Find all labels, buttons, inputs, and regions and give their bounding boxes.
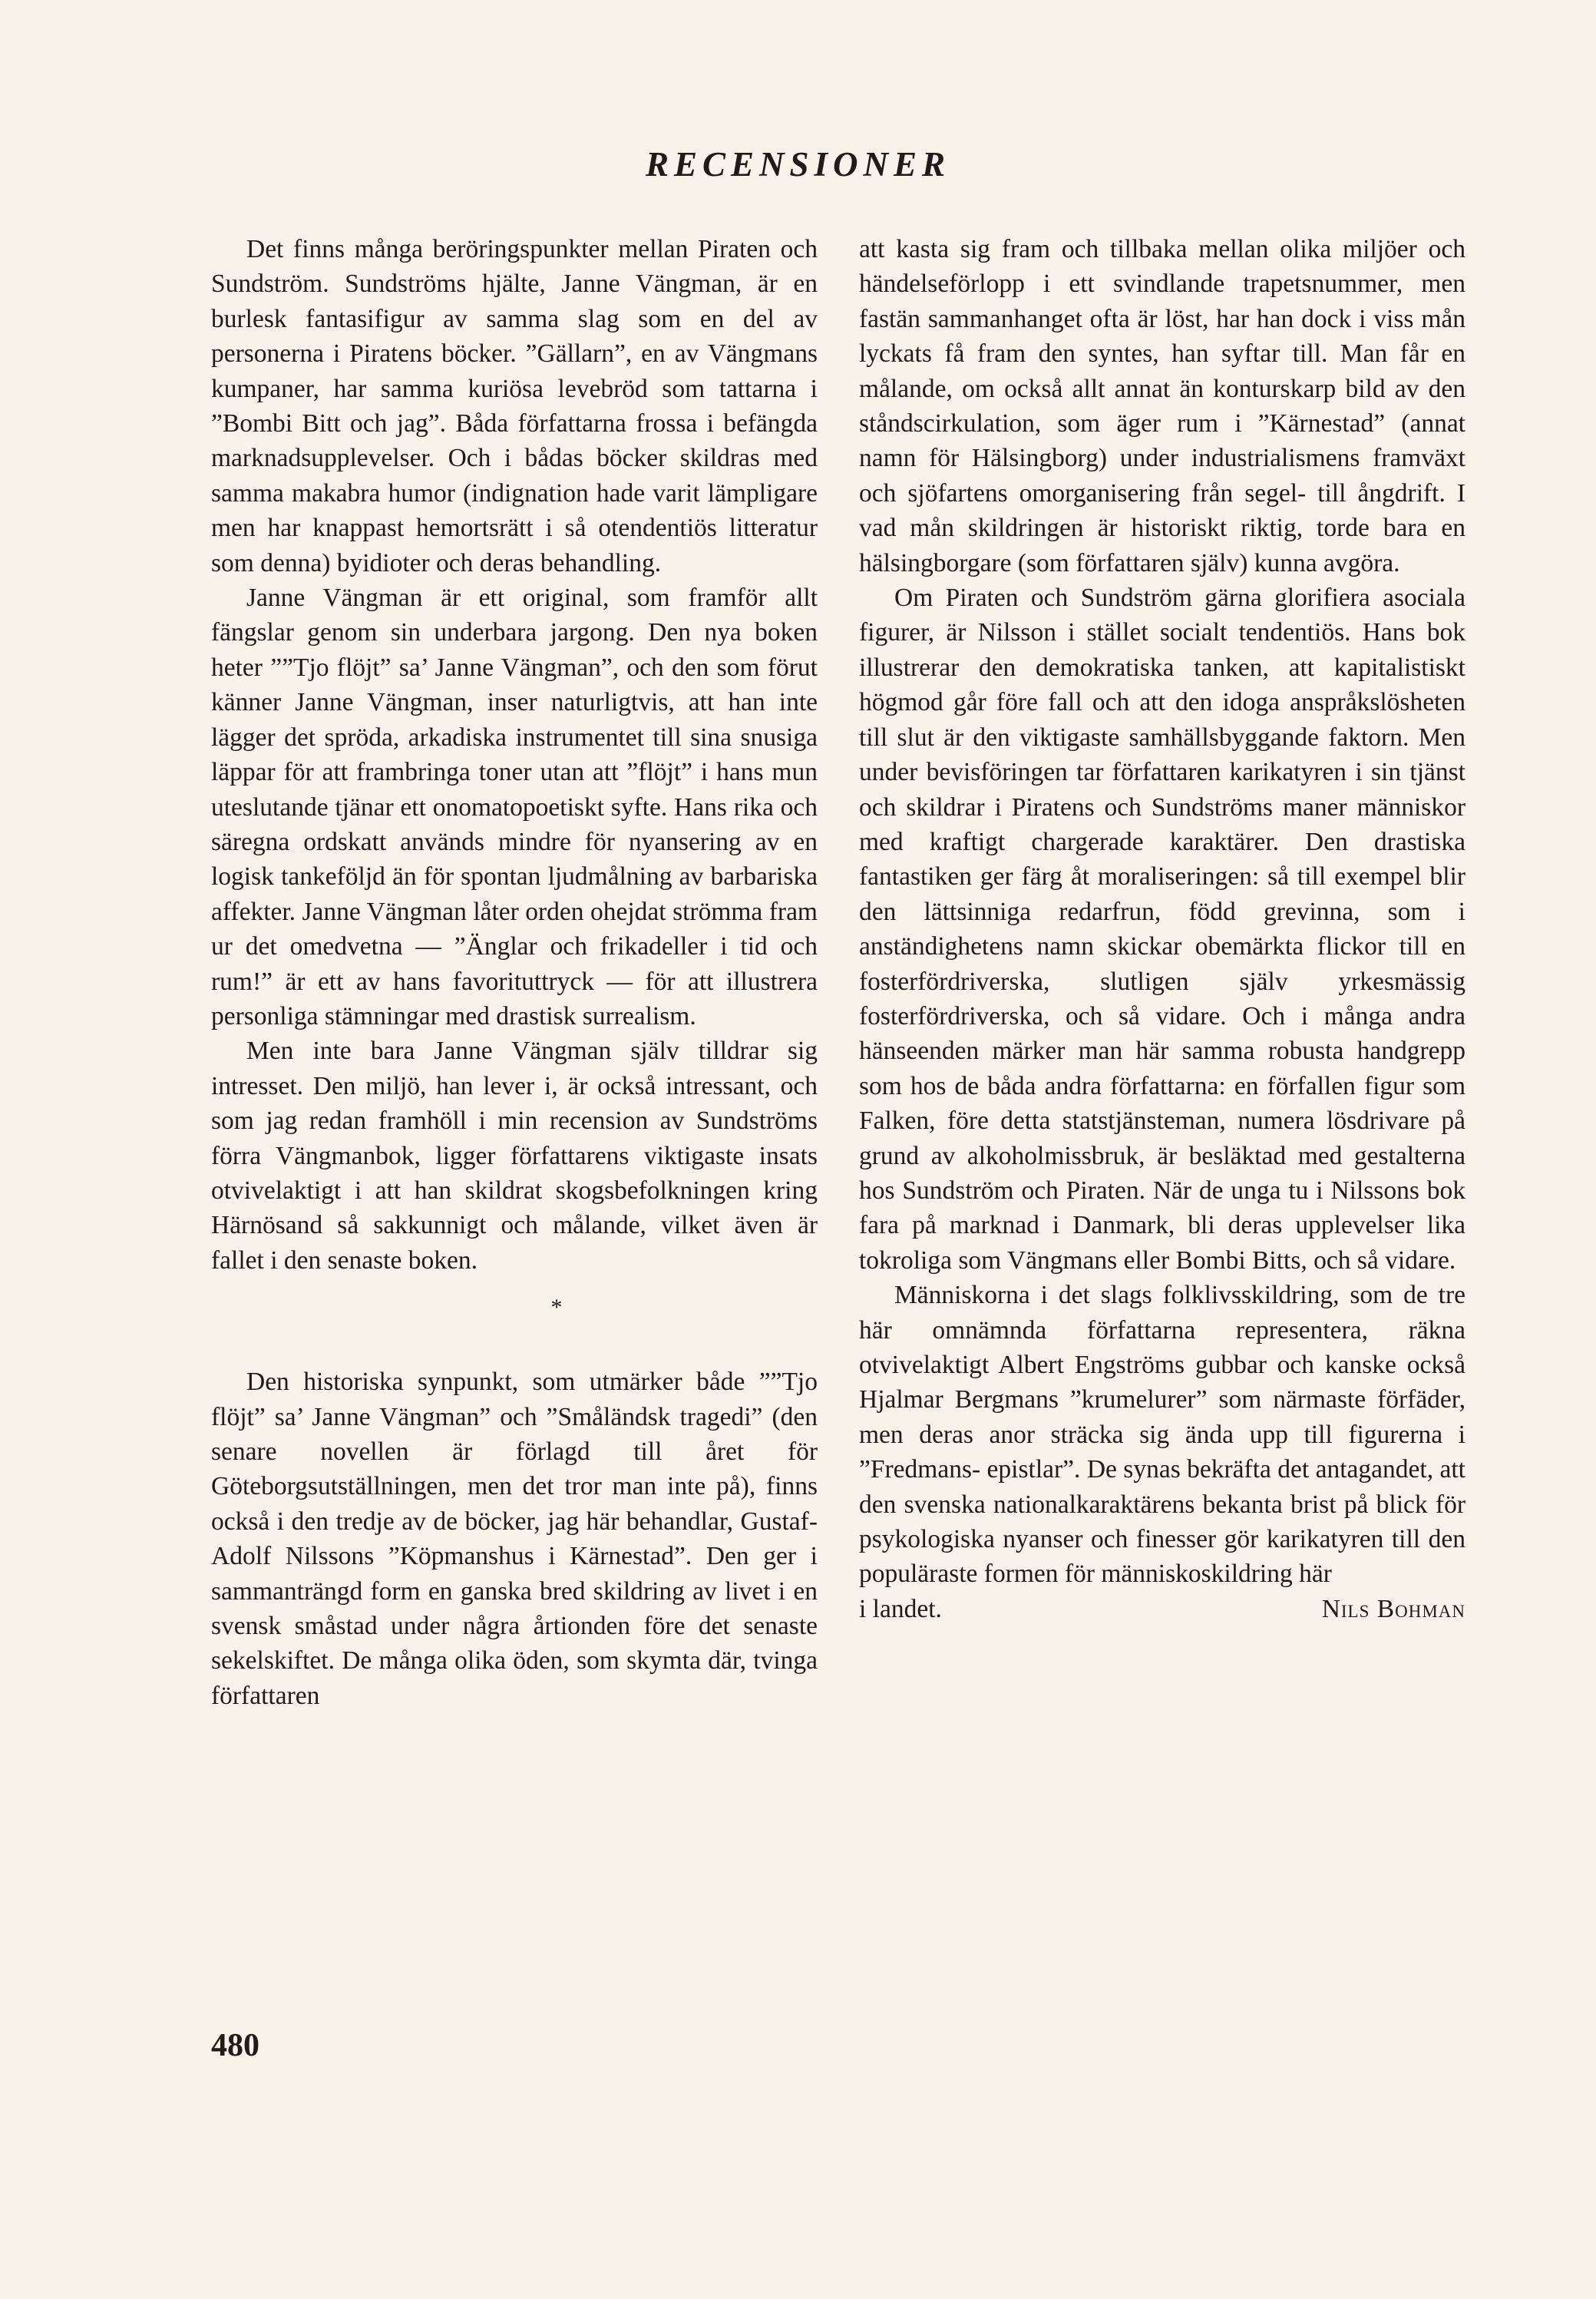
right-column bbox=[859, 232, 1465, 1626]
left-column bbox=[211, 232, 818, 1713]
closing-text: i landet. bbox=[859, 1594, 942, 1623]
author-signature: Nils Bohman bbox=[1321, 1594, 1465, 1623]
paragraph: Om Piraten och Sundström gärna glorifiera asociala figurer, är Nilsson i stället socialt tendentiös. Hans bok illustrerar den demokratiska tanken, att kapitalistiskt högmod går före fall och att den idoga anspråkslösheten till slut är den viktigaste samhällsbyggande faktorn. Men under bevisföringen tar författaren karikatyren i sin tjänst och skildrar i Piratens och Sundströms maner människor med kraftigt chargerade karaktärer. Den drastiska fantastiken ger färg åt moraliseringen: så till exempel blir den lättsinniga redarfrun, född grevinna, som i anständighetens namn skickar obemärkta flickor till en fosterfördriverska, slutligen själv yrkesmässig fosterfördriverska, och så vidare. Och i många andra hänseenden märker man här samma robusta handgrepp som hos de båda andra författarna: en förfallen figur som Falken, före detta statstjänsteman, numera lösdrivare på grund av alkoholmissbruk, är besläktad med gestalterna hos Sundström och Piraten. När de unga tu i Nilssons bok fara på marknad i Danmark, bli deras upplevelser lika tokroliga som Vängmans eller Bombi Bitts, och så vidare. bbox=[859, 584, 1465, 1275]
paragraph: att kasta sig fram och tillbaka mellan olika miljöer och händelseförlopp i ett svindlande trapetsnummer, men fastän sammanhanget ofta är löst, har han dock i viss mån lyckats få fram den syntes, han syftar till. Man får en målande, om också allt annat än konturskarp bild av den ståndscirkulation, som äger rum i ”Kärnestad” (annat namn för Hälsingborg) under industrialismens framväxt och sjöfartens omorganisering från segel- till ångdrift. I vad mån skildringen är historiskt riktig, torde bara en hälsingborgare (som författaren själv) kunna avgöra. bbox=[859, 235, 1465, 577]
paragraph: Människorna i det slags folklivsskildring, som de tre här omnämnda författarna representera, räkna otvivelaktigt Albert Engströms gubbar och kanske också Hjalmar Bergmans ”krumelurer” som närmaste förfäder, men deras anor sträcka sig ända upp till figurerna i ”Fredmans- epistlar”. De synas bekräfta det antagandet, att den svenska nationalkaraktärens bekanta brist på blick för psykologiska nyanser och finesser gör karikatyren till den populäraste formen för människoskildring här bbox=[859, 1281, 1465, 1589]
closing-line bbox=[859, 1592, 1465, 1626]
page-number: 480 bbox=[211, 2028, 259, 2063]
page-header: RECENSIONER bbox=[645, 145, 951, 184]
paragraph: Janne Vängman är ett original, som framför allt fängslar genom sin underbara jargong. Den nya boken heter ””Tjo flöjt” sa’ Janne Vängman”, och den som förut känner Janne Vängman, inser naturligtvis, att han inte lägger det spröda, arkadiska instrumentet till sina snusiga läppar för att frambringa toner utan att ”flöjt” i hans mun uteslutande tjänar ett onomatopoetiskt syfte. Hans rika och säregna ordskatt används mindre för nyansering av en logisk tankeföljd än för spontan ljudmålning av barbariska affekter. Janne Vängman låter orden ohejdat strömma fram ur det omedvetna — ”Änglar och frikadeller i tid och rum!” är ett av hans favorituttryck — för att illustrera personliga stämningar med drastisk surrealism. bbox=[211, 584, 818, 1030]
paragraph: Men inte bara Janne Vängman själv tilldrar sig intresset. Den miljö, han lever i, är också intressant, och som jag redan framhöll i min recension av Sundströms förra Vängmanbok, ligger författarens viktigaste insats otvivelaktigt i att han skildrat skogsbefolkningen kring Härnösand så sakkunnigt och målande, vilket även är fallet i den senaste boken. bbox=[211, 1037, 818, 1275]
section-separator: * bbox=[550, 1295, 563, 1321]
paragraph: Det finns många beröringspunkter mellan Piraten och Sundström. Sundströms hjälte, Janne Vängman, är en burlesk fantasifigur av samma slag som en del av personerna i Piratens böcker. ”Gällarn”, en av Vängmans kumpaner, har samma kuriösa levebröd som tattarna i ”Bombi Bitt och jag”. Båda författarna frossa i befängda marknadsupplevelser. Och i bådas böcker skildras med samma makabra humor (indignation hade varit lämpligare men har knappast hemortsrätt i så otendentiös litteratur som denna) byidioter och deras behandling. bbox=[211, 235, 818, 577]
paragraph: Den historiska synpunkt, som utmärker både ””Tjo flöjt” sa’ Janne Vängman” och ”Småländsk tragedi” (den senare novellen är förlagd till året för Göteborgsutställningen, men det tror man inte på), finns också i den tredje av de böcker, jag här behandlar, Gustaf-Adolf Nilssons ”Köpmanshus i Kärnestad”. Den ger i sammanträngd form en ganska bred skildring av livet i en svensk småstad under några årtionden före det senaste sekelskiftet. De många olika öden, som skymta där, tvinga författaren bbox=[211, 1368, 818, 1710]
